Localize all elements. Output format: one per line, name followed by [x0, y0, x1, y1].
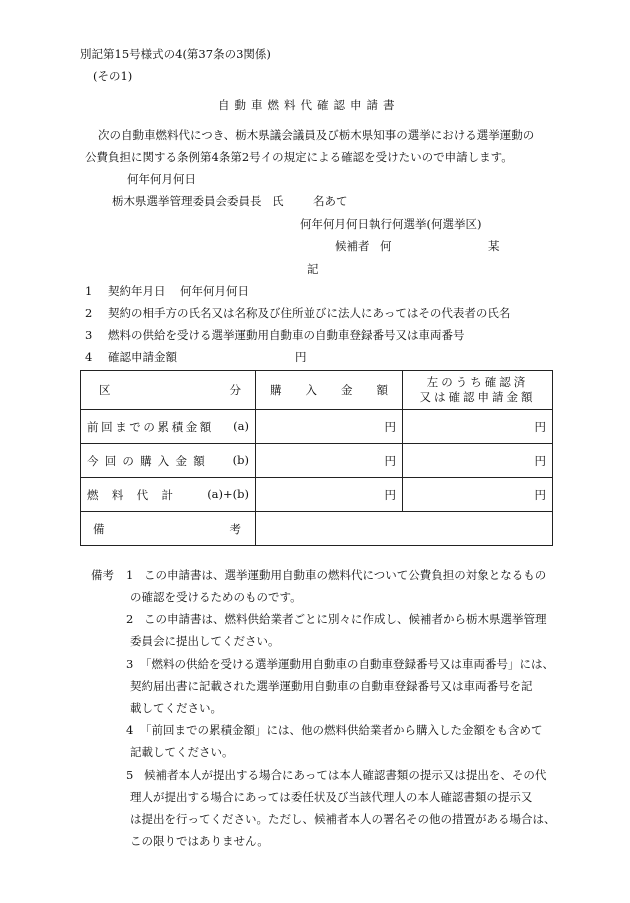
- note-1-line-1: この申請書は、選挙運動用自動車の燃料代について公費負担の対象となるもの: [144, 568, 547, 582]
- purchase-amount-cell[interactable]: 円: [256, 478, 403, 512]
- row-tag: (a): [233, 418, 249, 433]
- header-purchase-char-1: 購: [270, 383, 282, 397]
- note-4-num: 4: [126, 723, 134, 737]
- row-label-char: 計: [161, 487, 173, 502]
- candidate-name-2: 某: [488, 239, 500, 253]
- amount-table: [80, 370, 553, 546]
- intro-line-2: 公費負担に関する条例第4条第2号イの規定による確認を受けたいので申請します。: [85, 150, 513, 164]
- row-tag: (b): [232, 452, 249, 467]
- purchase-amount-cell[interactable]: 円: [256, 444, 403, 478]
- purchase-amount-cell[interactable]: 円: [256, 410, 403, 444]
- note-5-line-1: 候補者本人が提出する場合にあっては本人確認書類の提示又は提出を、その代: [144, 768, 547, 782]
- item-3-num: 3: [85, 328, 93, 342]
- table-row-remarks: [81, 512, 553, 546]
- remarks-label-a: 備: [93, 521, 105, 536]
- form-part: (その1): [93, 69, 133, 83]
- header-purchase-char-2: 入: [305, 383, 317, 397]
- header-confirmed-line-1: 左のうち確認済: [426, 375, 529, 389]
- note-5-line-3: は提出を行ってください。ただし、候補者本人の署名その他の措置がある場合は、: [130, 812, 556, 826]
- candidate-name-1: 何: [380, 239, 392, 253]
- item-4-label: 確認申請金額: [108, 350, 177, 364]
- row-label: [81, 444, 256, 478]
- header-category-a: 区: [99, 383, 111, 397]
- note-5-line-4: この限りではありません。: [130, 834, 269, 848]
- header-confirmed-amount: [403, 371, 553, 410]
- table-row: [81, 478, 553, 512]
- row-label-text: 前回までの累積金額: [87, 419, 214, 434]
- row-label: [81, 410, 256, 444]
- note-2-line-1: この申請書は、燃料供給業者ごとに別々に作成し、候補者から栃木県選挙管理: [144, 612, 547, 626]
- note-3-line-3: 載してください。: [130, 701, 222, 715]
- note-5-line-2: 理人が提出する場合にあっては委任状及び当該代理人の本人確認書類の提示又: [130, 790, 533, 804]
- addressee-name: 名あて: [313, 194, 348, 208]
- item-2-num: 2: [85, 306, 93, 320]
- header-purchase-amount: [256, 371, 403, 410]
- confirmed-amount-cell[interactable]: 円: [403, 410, 553, 444]
- ki-heading: 記: [307, 262, 319, 276]
- item-1-label: 契約年月日: [108, 284, 166, 298]
- header-confirmed-line-2: 又は確認申請金額: [419, 390, 536, 404]
- note-3-line-2: 契約届出書に記載された選挙運動用自動車の自動車登録番号又は車両番号を記: [130, 679, 533, 693]
- confirmed-amount-cell[interactable]: 円: [403, 478, 553, 512]
- item-1-value: 何年何月何日: [180, 284, 249, 298]
- application-date: 何年何月何日: [127, 172, 196, 186]
- note-4-line-2: 記載してください。: [130, 745, 234, 759]
- confirmed-amount-cell[interactable]: 円: [403, 444, 553, 478]
- page-title: 自動車燃料代確認申請書: [218, 98, 400, 112]
- item-2-label: 契約の相手方の氏名又は名称及び住所並びに法人にあってはその代表者の氏名: [108, 306, 511, 320]
- remarks-label: [81, 512, 256, 546]
- header-category: [81, 371, 256, 410]
- table-row: [81, 444, 553, 478]
- row-label-char: 燃: [87, 487, 99, 502]
- note-5-num: 5: [126, 768, 134, 782]
- header-purchase-char-4: 額: [376, 383, 388, 397]
- note-2-num: 2: [126, 612, 134, 626]
- intro-line-1: 次の自動車燃料代につき、栃木県議会議員及び栃木県知事の選挙における選挙運動の: [98, 128, 535, 142]
- item-3-label: 燃料の供給を受ける選挙運動用自動車の自動車登録番号又は車両番号: [108, 328, 465, 342]
- addressee-title: 栃木県選挙管理委員会委員長: [112, 194, 262, 208]
- note-3-line-1: 「燃料の供給を受ける選挙運動用自動車の自動車登録番号又は車両番号」には、: [140, 657, 554, 671]
- note-1-num: 1: [126, 568, 134, 582]
- election-name: 何年何月何日執行何選挙(何選挙区): [300, 217, 482, 231]
- row-label-char: 料: [111, 487, 124, 502]
- note-4-line-1: 「前回までの累積金額」には、他の燃料供給業者から購入した金額をも含めて: [140, 723, 543, 737]
- table-row: [81, 410, 553, 444]
- note-2-line-2: 委員会に提出してください。: [130, 634, 280, 648]
- row-tag: (a)+(b): [207, 486, 249, 501]
- remarks-label-b: 考: [229, 521, 241, 536]
- form-reference: 別記第15号様式の4(第37条の3関係): [80, 47, 271, 61]
- header-purchase-char-3: 金: [341, 383, 353, 397]
- candidate-label: 候補者: [335, 239, 370, 253]
- header-category-b: 分: [229, 383, 241, 397]
- item-4-value: 円: [295, 350, 307, 364]
- remarks-cell[interactable]: [256, 512, 553, 546]
- item-4-num: 4: [85, 350, 93, 364]
- addressee-shi: 氏: [272, 194, 284, 208]
- row-label-text: 今回の購入金額: [87, 453, 211, 468]
- row-label: [81, 478, 256, 512]
- note-3-num: 3: [126, 657, 134, 671]
- row-label-char: 代: [136, 487, 149, 502]
- notes-label: 備考: [91, 568, 114, 582]
- note-1-line-2: の確認を受けるためのものです。: [130, 590, 302, 604]
- item-1-num: 1: [85, 284, 93, 298]
